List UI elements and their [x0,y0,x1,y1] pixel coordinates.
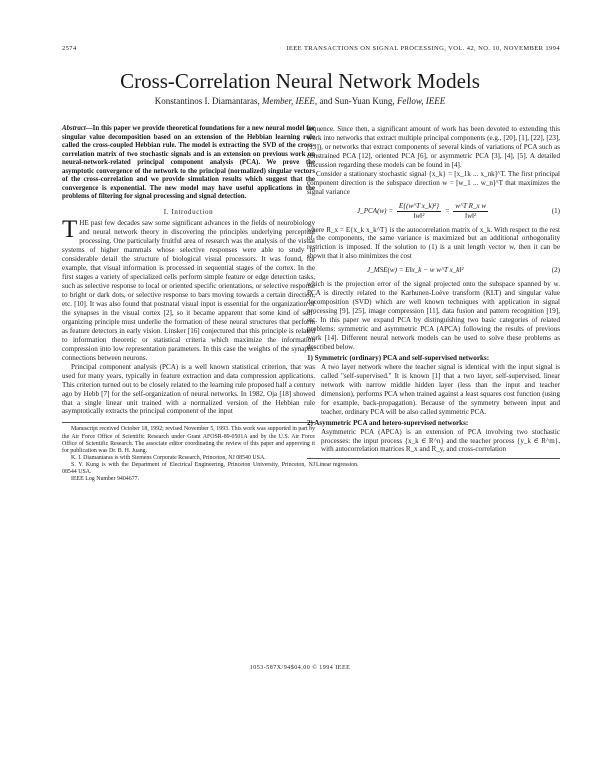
eq2-body: J_MSE(w) = E‖x_k − w w^T x_k‖² [367,266,464,275]
abstract-label: Abstract— [62,125,93,132]
eq1-equals: = [444,206,450,215]
author-conjunction: and [319,96,333,106]
eq1-lhs: J_PCA(w) = [357,206,394,215]
eq1-number: (1) [551,206,560,215]
eq1-fraction-b [453,202,488,221]
equation-2 [307,266,560,275]
list-item-2-heading: 2) Asymmetric PCA and hetero-supervised networks: [307,418,469,427]
page-number: 2574 [62,45,77,52]
right-footnote [307,458,560,469]
right-column [307,125,560,470]
drop-cap: T [62,216,78,244]
eq1-den-a: ‖w‖² [413,211,425,220]
journal-info: IEEE TRANSACTIONS ON SIGNAL PROCESSING, VOL. 42, NO. 10, NOVEMBER 1994 [286,45,560,52]
list-item-1-heading: 1) Symmetric (ordinary) PCA and self-supervised networks: [307,353,490,362]
list-item-asymmetric-pca [307,419,560,455]
list-item-symmetric-pca [307,354,560,417]
author-2-role: Fellow, IEEE [396,96,446,106]
running-header [62,45,560,52]
footnote-author-2: S. Y. Kung is with the Department of Electrical Engineering, Princeton University, Princeton, NJ 08544 USA. [62,461,315,475]
equation-1 [307,202,560,221]
right-paragraph-1: sequence. Since then, a significant amount of work has been devoted to extending this work into networks that extract multiple principal components (e.g., [20], [1], [22], [23], [13]), or networks that extract components of several kinds of variations of PCA such as constrained PCA [12], oriented PCA [6], or asymmetric PCA [3], [4], [5]. A detailed discussion regarding these models can be found in [4]. [307,125,560,169]
footnote-log-number: IEEE Log Number 9404677. [71,476,140,483]
intro-paragraph-1 [62,216,315,362]
eq2-number: (2) [551,266,560,275]
paper-title: Cross-Correlation Neural Network Models [120,69,480,93]
footnote [62,422,315,483]
right-paragraph-4: which is the projection error of the signal projected onto the subspace spanned by w. PCA is directly related to the Karhunen-Loève transform (KLT) and singular value decomposition (SVD) which are well known techniques with application in signal processing [9], [25], image compression [11], data fusion and pattern recognition [19], etc. In this paper we expand PCA by distinguishing two basic categories of related problems: symmetric and asymmetric PCA (APCA) following the results of previous work [14]. Different neural network models can be used to solve these problems as described below. [307,280,560,351]
abstract [62,125,315,202]
footnote-manuscript: Manuscript received October 18, 1992; revised November 5, 1993. This work was supported in part by the Air Force Office of Scientific Research under Grant AFOSR-89-0501A and by the U.S. Air Force Office of Scientific Research. The associate editor coordinating the review of this paper and approving it for publication was Dr. B. H. Juang. [62,426,315,454]
footnote-author-1: K. I. Diamantaras is with Siemens Corporate Research, Princeton, NJ 08540 USA. [71,454,266,461]
eq1-fraction-a [397,202,441,221]
right-paragraph-3: where R_x = E{x_k x_k^T} is the autocorrelation matrix of x_k. With respect to the rest of the components, the same variance is maximized but an additional orthogonality restriction is imposed. If the solution to (1) is a unit length vector w, then it can be shown that it also minimizes the cost [307,225,560,261]
intro-paragraph-2: Principal component analysis (PCA) is a well known statistical criterion, that was used for many years, typically in feature extraction and data compression applications. This criterion turned out to be closely related to the learning rule proposed half a century ago by Hebb [7] for the self-organization of neural networks. In 1982, Oja [18] showed that a single linear unit trained with a normalized version of the Hebbian rule asymptotically extracts the principal component of the input [62,362,315,416]
right-paragraph-2: Consider a stationary stochastic signal {x_k} = [x_1k ... x_nk]^T. The first principal component direction is the subspace direction w = [w_1 ... w_n]^T that maximizes the signal variance [307,169,560,196]
author-1-role: Member, IEEE, [261,96,318,106]
section-heading-intro: I. Introduction [163,207,214,216]
copyright-code: 1053-587X/94$04.00 © 1994 IEEE [249,665,351,671]
list-item-1-body: A two layer network where the teacher signal is identical with the input signal is called "self-supervised." It is known [1] that a two layer, self-supervised, linear network with narrow middle hidden layer (less than the input and teacher dimension), performs PCA when trained against a least squares cost function (using for example, back-propagation). Because of the symmetry between input and teacher, ordinary PCA will be also called symmetric PCA. [321,362,560,416]
left-column [62,125,315,483]
eq1-den-b: ‖w‖² [465,211,477,220]
author-1: Konstantinos I. Diamantaras, [154,96,260,106]
author-2: Sun-Yuan Kung, [334,96,395,106]
abstract-text: In this paper we provide theoretical foundations for a new neural model for singular value decomposition based on an extension of the Hebbian learning rule called the cross-coupled Hebbian rule. The model is extracting the SVD of the cross-correlation matrix of two stochastic signals and is an extension on previous work on neural-network-related principal component analysis (PCA). We prove the asymptotic convergence of the network to the principal (normalized) singular vectors of the cross-correlation and we provide simulation results which suggest that the convergence is exponential. The new model may have useful applications in the problems of filtering for signal processing and signal detection. [62,125,315,200]
author-line [0,96,600,106]
list-item-2-body: Asymmetric PCA (APCA) is an extension of PCA involving two stochastic processes: the input process {x_k ∈ R^n} and the teacher process {y_k ∈ R^m}, with autocorrelation matrices R_x and R_y, and cross-correlation [321,427,560,454]
eq1-num-a: E{(w^T x_k)²} [398,201,439,210]
right-footnote-text: Linear regression. [316,462,359,469]
intro-text-1: HE past few decades saw some significant advances in the fields of neurobiology and neural network theory in discovering the principles underlying perceptual processing. One particularly fruitful area of research was the analysis of the visual systems of higher mammals whose selective responses were able to study in considerable detail the structure of biological visual processors. It was found, for example, that visual information is processed in sequential stages of the cortex. In the first stages a variety of specialized cells perform simple feature or edge detection tasks, such as selective response to local or oriented specific orientations, or selective response to bright or dark dots, or selective response to bars moving towards a certain direction, etc. [10]. It was also found that postnatal visual input is essential for the organization of the synapses in the visual cortex [2], so it became apparent that some kind of self-organizing principle must underlie the formation of these neural structures that perform as feature detectors in early vision. Linsker [16] conjectured that this principle is related to information theoretic or statistical criteria which maximize the information compression into low representation parameters. In this case the weights of the synaptic connections between neurons. [62,219,315,362]
eq1-num-b: w^T R_x w [455,201,487,210]
